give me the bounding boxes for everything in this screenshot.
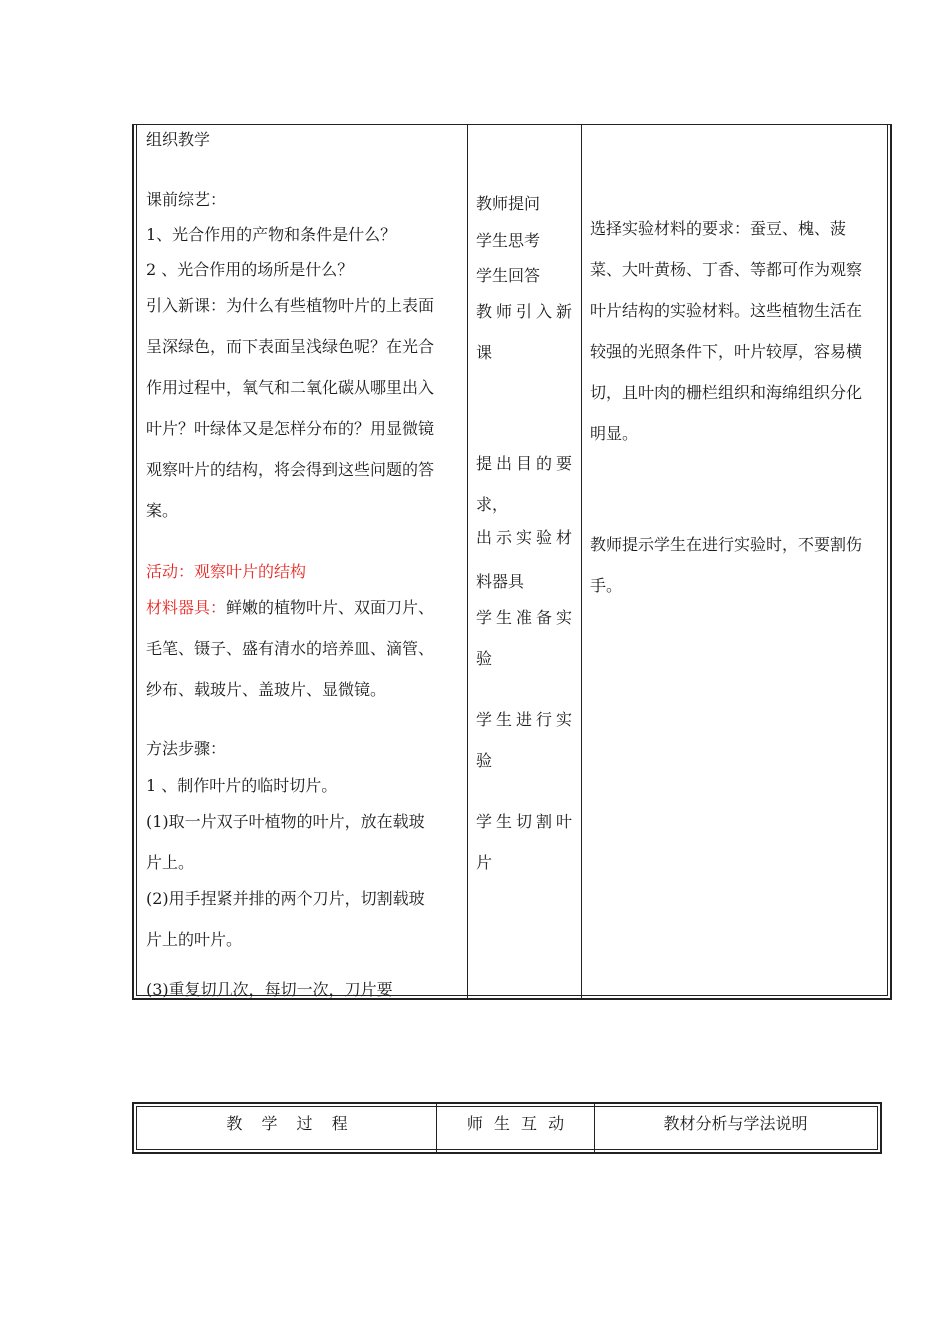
process-line: 组织教学 bbox=[146, 130, 211, 149]
interaction-line: 提出目的要 bbox=[476, 454, 577, 473]
process-line: 片上。 bbox=[146, 853, 195, 872]
process-line: (1)取一片双子叶植物的叶片，放在载玻 bbox=[146, 812, 425, 831]
activity-heading: 活动：观察叶片的结构 bbox=[146, 562, 307, 581]
interaction-line: 片 bbox=[476, 853, 493, 872]
analysis-line: 切，且叶肉的栅栏组织和海绵组织分化 bbox=[590, 383, 863, 402]
materials-label: 材料器具： bbox=[146, 598, 227, 617]
header-analysis: 教材分析与学法说明 bbox=[663, 1114, 808, 1133]
interaction-line: 教师引入新 bbox=[476, 302, 577, 321]
interaction-line: 验 bbox=[476, 649, 493, 668]
interaction-column bbox=[476, 124, 580, 998]
process-line: (3)重复切几次，每切一次，刀片要 bbox=[146, 980, 393, 998]
process-line: 1 、制作叶片的临时切片。 bbox=[146, 776, 338, 795]
process-line: 案。 bbox=[146, 501, 179, 520]
analysis-line: 叶片结构的实验材料。这些植物生活在 bbox=[590, 301, 863, 320]
interaction-line: 学生准备实 bbox=[476, 608, 577, 627]
interaction-line: 料器具 bbox=[476, 572, 525, 591]
process-line: 毛笔、镊子、盛有清水的培养皿、滴管、 bbox=[146, 639, 435, 658]
header-teaching-process: 教 学 过 程 bbox=[226, 1114, 348, 1133]
interaction-line: 学生进行实 bbox=[476, 710, 577, 729]
analysis-line: 明显。 bbox=[590, 424, 639, 443]
lesson-table bbox=[132, 124, 892, 1000]
analysis-column bbox=[590, 124, 886, 998]
interaction-line: 学生切割叶 bbox=[476, 812, 577, 831]
process-line: 课前综艺： bbox=[146, 190, 227, 209]
interaction-line: 验 bbox=[476, 751, 493, 770]
interaction-line: 出示实验材 bbox=[476, 528, 577, 547]
column-divider-2 bbox=[581, 124, 582, 998]
interaction-line: 学生回答 bbox=[476, 266, 541, 285]
materials-line bbox=[146, 598, 434, 618]
interaction-line: 课 bbox=[476, 343, 493, 362]
materials-text: 鲜嫩的植物叶片、双面刀片、 bbox=[226, 598, 435, 617]
process-line: 呈深绿色，而下表面呈浅绿色呢？在光合 bbox=[146, 337, 435, 356]
header-interaction: 师 生 互 动 bbox=[466, 1114, 565, 1133]
header-table bbox=[132, 1102, 882, 1154]
process-line: 叶片？叶绿体又是怎样分布的？用显微镜 bbox=[146, 419, 435, 438]
process-line: 观察叶片的结构，将会得到这些问题的答 bbox=[146, 460, 435, 479]
interaction-line: 教师提问 bbox=[476, 194, 541, 213]
teaching-process-column bbox=[146, 124, 468, 998]
process-line: 方法步骤： bbox=[146, 739, 227, 758]
process-line: 纱布、载玻片、盖玻片、显微镜。 bbox=[146, 680, 387, 699]
analysis-line: 菜、大叶黄杨、丁香、等都可作为观察 bbox=[590, 260, 863, 279]
process-line: 1、光合作用的产物和条件是什么？ bbox=[146, 225, 397, 244]
analysis-line: 选择实验材料的要求：蚕豆、槐、菠 bbox=[590, 219, 847, 238]
analysis-line: 教师提示学生在进行实验时，不要割伤 bbox=[590, 535, 863, 554]
process-line: 片上的叶片。 bbox=[146, 930, 243, 949]
interaction-line: 求， bbox=[476, 495, 509, 514]
process-line: 引入新课：为什么有些植物叶片的上表面 bbox=[146, 296, 435, 315]
analysis-line: 较强的光照条件下，叶片较厚，容易横 bbox=[590, 342, 863, 361]
process-line: 作用过程中，氧气和二氧化碳从哪里出入 bbox=[146, 378, 435, 397]
process-line: (2)用手捏紧并排的两个刀片，切割载玻 bbox=[146, 889, 425, 908]
analysis-line: 手。 bbox=[590, 576, 623, 595]
process-line: 2 、光合作用的场所是什么？ bbox=[146, 260, 354, 279]
interaction-line: 学生思考 bbox=[476, 231, 541, 250]
